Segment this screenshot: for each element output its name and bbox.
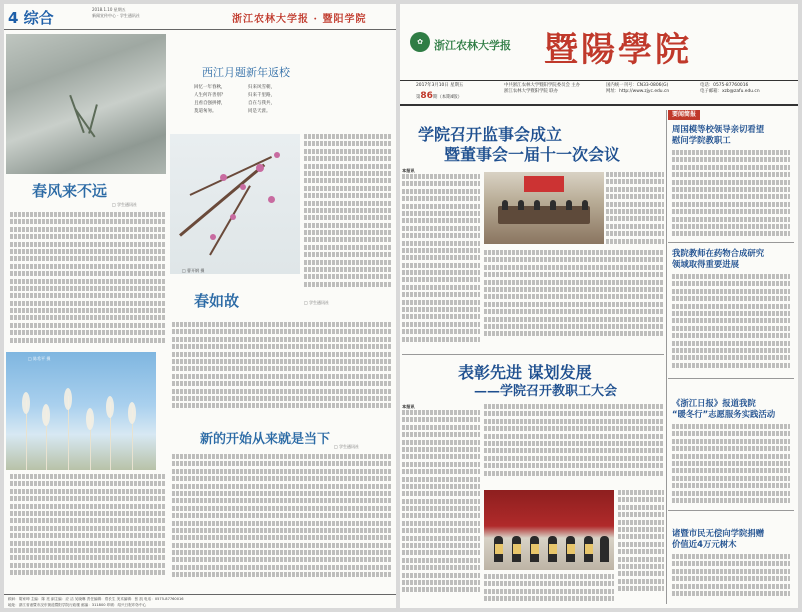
lead-byline: 本报讯: [402, 168, 415, 173]
right-page: [400, 4, 798, 608]
article-2-author: □ 学生通讯社: [304, 300, 330, 305]
second-body-col-4: [484, 574, 614, 602]
meeting-photo: [484, 172, 604, 244]
brief-4-title[interactable]: 诸暨市民无偿向学院捐赠 价值近4万元树木: [672, 528, 765, 549]
second-body-col-1: [402, 410, 480, 602]
brief-1-body: [672, 150, 790, 238]
article-1-continued: [304, 134, 392, 294]
second-byline: 本报讯: [402, 404, 415, 409]
lead-body-col-3: [484, 250, 664, 346]
brief-1-title[interactable]: 周国模等校领导亲切看望 慰问学院教职工: [672, 124, 765, 145]
article-2-body: [172, 322, 392, 418]
brief-2-title[interactable]: 我院教师在药物合成研究 领域取得重要进展: [672, 248, 765, 269]
left-page-footer: 顾问：胡家坤 主编：陈 亮 副主编：应 洁 吴晓琳 责任编辑：郑长生 美术编辑：张 凯 电话：0575-87760016 地址：浙江省诸暨市浣东街道暨阳学院行政楼 邮编：311800 印刷：绍兴日报印务中心: [4, 594, 396, 608]
issue-number: 第86期（本期4版）: [416, 91, 463, 101]
issue-info-strip: 2017年3月10日 星期五 第86期（本期4版） 中共浙江农林大学暨阳学院委员会 主办 浙江农林大学暨阳学院 联办 国内统一刊号：CN33-0806(G) 网址：http://www.zjyc.edu.cn 电话：0575-87760016 电子邮箱：xzb@zafu.edu.cn: [400, 80, 798, 106]
brief-4-body: [672, 554, 790, 602]
article-3-body: [172, 454, 392, 584]
left-page-header: [4, 4, 396, 30]
newspaper-title: 暨陽學院: [544, 30, 692, 70]
page-label: 4 综合: [8, 9, 54, 27]
masthead: 浙江农林大学报 · 暨阳学院: [232, 14, 367, 25]
second-headline-2: ——学院召开教职工大会: [474, 384, 618, 399]
brief-3-body: [672, 424, 790, 506]
left-page: [4, 4, 396, 608]
lead-headline-2: 暨董事会一届十一次会议: [444, 145, 621, 164]
second-body-col-2: [484, 404, 664, 484]
award-ceremony-photo: [484, 490, 614, 570]
lead-body-col-2: [606, 172, 664, 248]
poem-title: 西江月题新年返校: [202, 66, 290, 79]
article-2-continued: [10, 474, 166, 584]
brief-2-body: [672, 274, 790, 374]
university-logo: ✿: [410, 32, 430, 52]
second-headline-1: 表彰先进 谋划发展: [458, 363, 592, 382]
article-1-title: 春风来不远: [32, 182, 108, 200]
brief-3-title[interactable]: 《浙江日报》报道我院 “暖冬行”志愿服务实践活动: [672, 398, 776, 419]
poem-column-b: 归来风雪朝， 归来千里路， 自在与我共， 同是天涯。: [248, 85, 275, 114]
right-page-header: [400, 4, 798, 88]
pampas-grass-photo: [6, 352, 156, 470]
pampas-photo-caption: □ 陈希平 摄: [28, 356, 51, 361]
second-body-col-3: [618, 490, 664, 600]
water-photo: [6, 34, 166, 174]
article-3-title: 新的开始从来就是当下: [200, 432, 331, 447]
sidebar-label: 要闻简报: [668, 110, 700, 120]
article-3-author: □ 学生通讯社: [334, 444, 360, 449]
poem-column-a: 回忆一年春秋， 人生何许善别？ 且看自强拼搏， 莫道匆匆。: [194, 85, 226, 114]
article-1-author: □ 学生通讯社: [112, 202, 138, 207]
university-name: 浙江农林大学报: [434, 39, 511, 52]
lead-headline-1: 学院召开监事会成立: [418, 125, 563, 144]
lead-body-col-1: [402, 174, 480, 350]
flower-photo-caption: □ 曹开钢 摄: [182, 268, 205, 273]
page-meta: 2018.1.10 星期五 新闻宣传中心 · 学生通讯社: [92, 7, 140, 18]
article-1-body: [10, 212, 166, 348]
news-brief-sidebar: [668, 110, 794, 604]
article-2-title: 春如故: [194, 292, 240, 310]
plum-blossom-photo: [170, 134, 300, 274]
